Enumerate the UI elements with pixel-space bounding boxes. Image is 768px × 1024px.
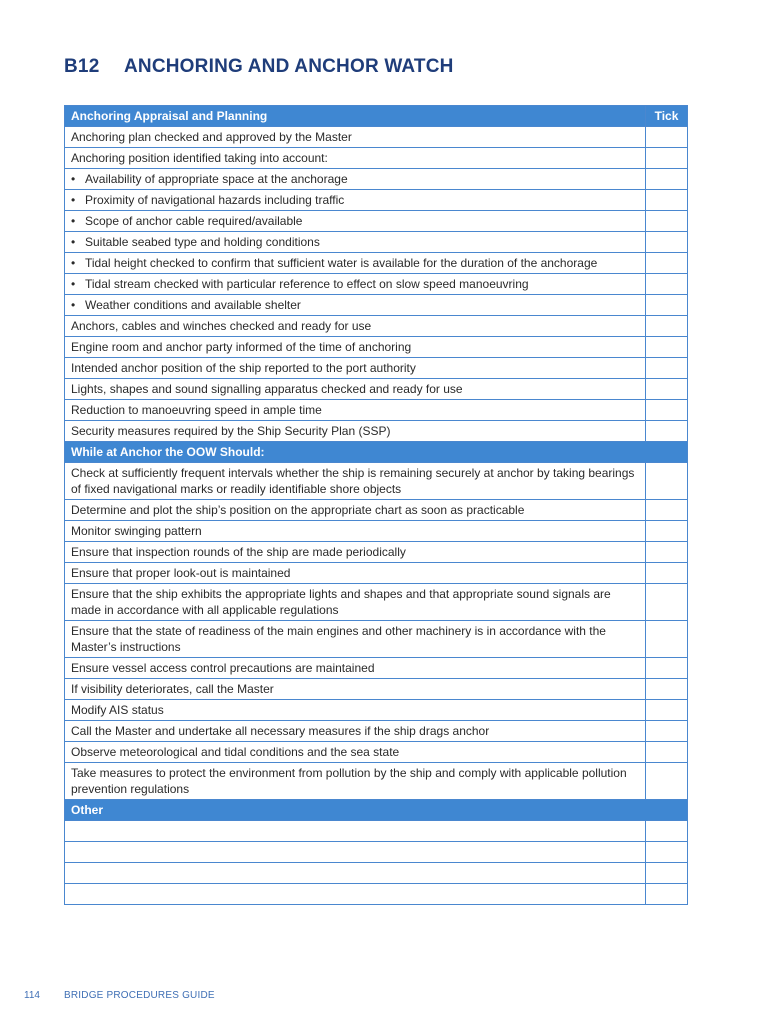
- tick-box[interactable]: [646, 127, 688, 148]
- table-row: [65, 400, 688, 421]
- blank-row: [65, 884, 688, 905]
- table-row: [65, 700, 688, 721]
- item-text: Monitor swinging pattern: [65, 521, 646, 542]
- tick-box[interactable]: [646, 842, 688, 863]
- anchoring-checklist-table: [64, 105, 688, 905]
- section-header-at-anchor: [65, 442, 688, 463]
- bullet-item-text: • Tidal height checked to confirm that sufficient water is available for the duration of the anchorage: [71, 256, 597, 270]
- table-row: [65, 421, 688, 442]
- item-text: Call the Master and undertake all necessary measures if the ship drags anchor: [65, 721, 646, 742]
- table-row: [65, 169, 688, 190]
- page-number: 114: [24, 990, 40, 1001]
- tick-box[interactable]: [646, 563, 688, 584]
- tick-box[interactable]: [646, 274, 688, 295]
- tick-box[interactable]: [646, 190, 688, 211]
- tick-box[interactable]: [646, 358, 688, 379]
- tick-box[interactable]: [646, 542, 688, 563]
- item-text: Anchoring plan checked and approved by the Master: [65, 127, 646, 148]
- table-row: [65, 679, 688, 700]
- table-row: [65, 621, 688, 658]
- section-header-other: [65, 800, 688, 821]
- item-text: Lights, shapes and sound signalling apparatus checked and ready for use: [65, 379, 646, 400]
- item-text: Check at sufficiently frequent intervals whether the ship is remaining securely at anchor by taking bearings of fixed navigational marks or readily identifiable shore objects: [65, 463, 646, 500]
- item-text: Ensure vessel access control precautions are maintained: [65, 658, 646, 679]
- blank-row: [65, 821, 688, 842]
- table-row: [65, 232, 688, 253]
- table-row: [65, 521, 688, 542]
- table-row: [65, 253, 688, 274]
- tick-box[interactable]: [646, 211, 688, 232]
- item-text: Modify AIS status: [65, 700, 646, 721]
- section-code: B12: [64, 56, 100, 77]
- tick-box[interactable]: [646, 295, 688, 316]
- table-row: [65, 295, 688, 316]
- table-row: [65, 274, 688, 295]
- tick-box[interactable]: [646, 232, 688, 253]
- section-header-label: While at Anchor the OOW Should:: [65, 442, 688, 463]
- item-text: Ensure that the state of readiness of the main engines and other machinery is in accordance with the Master’s instructions: [65, 621, 646, 658]
- item-text: Engine room and anchor party informed of the time of anchoring: [65, 337, 646, 358]
- tick-box[interactable]: [646, 863, 688, 884]
- table-row: [65, 658, 688, 679]
- bullet-item-text: • Weather conditions and available shelter: [71, 298, 301, 312]
- bullet-item-text: • Proximity of navigational hazards including traffic: [71, 193, 344, 207]
- tick-box[interactable]: [646, 337, 688, 358]
- item-text: If visibility deteriorates, call the Master: [65, 679, 646, 700]
- tick-box[interactable]: [646, 742, 688, 763]
- table-row: [65, 542, 688, 563]
- item-text: Reduction to manoeuvring speed in ample time: [65, 400, 646, 421]
- blank-row: [65, 842, 688, 863]
- tick-box[interactable]: [646, 379, 688, 400]
- item-text: Ensure that the ship exhibits the appropriate lights and shapes and that appropriate sound signals are made in accordance with all applicable regulations: [65, 584, 646, 621]
- tick-box[interactable]: [646, 658, 688, 679]
- section-header-label: Other: [65, 800, 688, 821]
- table-row: [65, 763, 688, 800]
- table-row: [65, 500, 688, 521]
- item-text: Ensure that inspection rounds of the ship are made periodically: [65, 542, 646, 563]
- table-row: [65, 337, 688, 358]
- tick-box[interactable]: [646, 763, 688, 800]
- tick-box[interactable]: [646, 679, 688, 700]
- table-row: [65, 563, 688, 584]
- tick-box[interactable]: [646, 500, 688, 521]
- item-text: Take measures to protect the environment from pollution by the ship and comply with applicable pollution prevention regulations: [65, 763, 646, 800]
- section-header-label: Anchoring Appraisal and Planning: [65, 106, 646, 127]
- tick-box[interactable]: [646, 721, 688, 742]
- table-row: [65, 584, 688, 621]
- tick-box[interactable]: [646, 463, 688, 500]
- table-row: [65, 379, 688, 400]
- tick-box[interactable]: [646, 148, 688, 169]
- tick-box[interactable]: [646, 821, 688, 842]
- item-text: Security measures required by the Ship Security Plan (SSP): [65, 421, 646, 442]
- tick-box[interactable]: [646, 421, 688, 442]
- tick-box[interactable]: [646, 253, 688, 274]
- table-row: [65, 721, 688, 742]
- item-text: Ensure that proper look-out is maintained: [65, 563, 646, 584]
- bullet-item-text: • Scope of anchor cable required/available: [71, 214, 302, 228]
- table-row: [65, 742, 688, 763]
- tick-column-header: Tick: [646, 106, 688, 127]
- tick-box[interactable]: [646, 316, 688, 337]
- bullet-item-text: • Tidal stream checked with particular reference to effect on slow speed manoeuvring: [71, 277, 529, 291]
- blank-entry-field[interactable]: [65, 842, 646, 863]
- section-title: ANCHORING AND ANCHOR WATCH: [124, 56, 454, 77]
- bullet-item-text: • Suitable seabed type and holding conditions: [71, 235, 320, 249]
- blank-row: [65, 863, 688, 884]
- tick-box[interactable]: [646, 884, 688, 905]
- table-row: [65, 463, 688, 500]
- blank-entry-field[interactable]: [65, 863, 646, 884]
- page-footer: [24, 990, 215, 1001]
- section-header-appraisal: [65, 106, 688, 127]
- tick-box[interactable]: [646, 584, 688, 621]
- item-text: Observe meteorological and tidal conditions and the sea state: [65, 742, 646, 763]
- blank-entry-field[interactable]: [65, 884, 646, 905]
- tick-box[interactable]: [646, 169, 688, 190]
- tick-box[interactable]: [646, 621, 688, 658]
- table-row: [65, 316, 688, 337]
- table-row: [65, 148, 688, 169]
- tick-box[interactable]: [646, 700, 688, 721]
- table-row: [65, 127, 688, 148]
- publication-title: BRIDGE PROCEDURES GUIDE: [64, 990, 215, 1001]
- item-text: Anchoring position identified taking into account:: [65, 148, 646, 169]
- table-row: [65, 358, 688, 379]
- item-text: Intended anchor position of the ship reported to the port authority: [65, 358, 646, 379]
- page-heading: [64, 56, 454, 78]
- bullet-item-text: • Availability of appropriate space at the anchorage: [71, 172, 348, 186]
- table-row: [65, 190, 688, 211]
- tick-box[interactable]: [646, 400, 688, 421]
- item-text: Determine and plot the ship’s position on the appropriate chart as soon as practicable: [65, 500, 646, 521]
- tick-box[interactable]: [646, 521, 688, 542]
- item-text: Anchors, cables and winches checked and ready for use: [65, 316, 646, 337]
- table-row: [65, 211, 688, 232]
- blank-entry-field[interactable]: [65, 821, 646, 842]
